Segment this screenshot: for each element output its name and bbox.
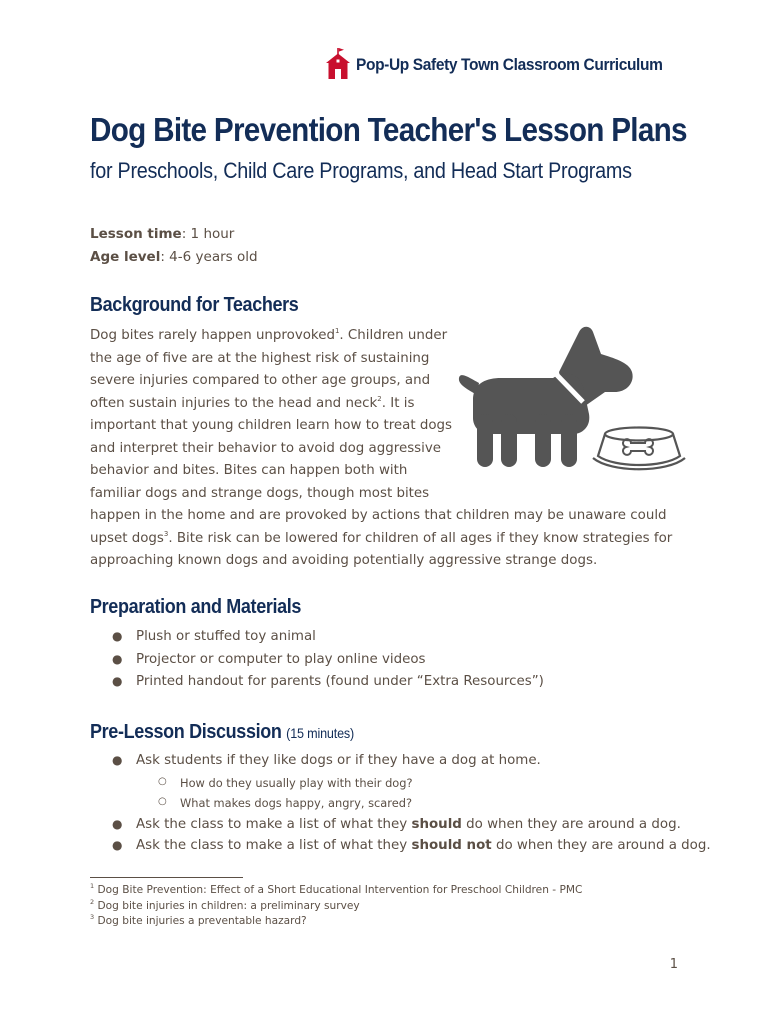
brand-header <box>325 48 682 80</box>
lesson-time-label: Lesson time <box>90 226 182 242</box>
page-number: 1 <box>669 957 678 972</box>
footnote[interactable]: $^1$ Dog Bite Prevention: Effect of a Short Educational Intervention for Preschool Children - PMC <box>90 882 583 896</box>
age-level <box>90 249 258 265</box>
page-subtitle: for Preschools, Child Care Programs, and Head Start Programs <box>90 158 632 183</box>
paragraph-line: Dog bites rarely happen unprovoked$^1$. Children under <box>90 327 448 343</box>
lesson-time-value: : 1 hour <box>181 226 235 242</box>
paragraph-line: severe injuries compared to other age groups, and <box>90 373 431 388</box>
age-level-value: : 4-6 years old <box>160 249 258 265</box>
paragraph-line: important that young children learn how to treat dogs <box>90 418 453 433</box>
page-title: Dog Bite Prevention Teacher's Lesson Plans <box>90 111 687 148</box>
age-level-label: Age level <box>90 249 161 265</box>
background-heading: Background for Teachers <box>90 294 299 316</box>
paragraph-line: happen in the home and are provoked by actions that children may be unaware could <box>90 508 667 523</box>
paragraph-line: and interpret their behavior to avoid dog aggressive <box>90 440 442 456</box>
footnote-divider <box>90 877 243 878</box>
footnote-ref[interactable]: 3 <box>163 529 169 538</box>
brand-title: Pop-Up Safety Town Classroom Curriculum <box>355 56 663 74</box>
duration: (15 minutes) <box>286 725 355 741</box>
footnote-ref[interactable]: 1 <box>334 327 340 335</box>
paragraph-line: often sustain injuries to the head and neck$^2$. It is <box>90 394 415 411</box>
dog-with-food-bowl-icon <box>455 322 687 474</box>
pre-lesson-heading: Pre-Lesson Discussion (15 minutes) <box>90 721 355 743</box>
schoolhouse-icon <box>325 48 351 80</box>
preparation-heading: Preparation and Materials <box>90 596 302 618</box>
footnote-ref[interactable]: 2 <box>377 394 382 403</box>
paragraph-line: approaching known dogs and avoiding potentially aggressive strange dogs. <box>90 553 598 568</box>
lesson-time <box>90 226 234 242</box>
paragraph-line: familiar dogs and strange dogs, though most bites <box>90 485 430 501</box>
paragraph-line: upset dogs$^3$. Bite risk can be lowered for children of all ages if they know strategies for <box>90 529 673 546</box>
paragraph-line: behavior and bites. Bites can happen both with <box>90 463 408 478</box>
paragraph-line: the age of five are at the highest risk of sustaining <box>90 350 430 366</box>
footnote[interactable]: $^2$ Dog bite injuries in children: a preliminary survey <box>90 898 360 912</box>
footnote[interactable]: $^3$ Dog bite injuries a preventable hazard? <box>90 913 307 927</box>
